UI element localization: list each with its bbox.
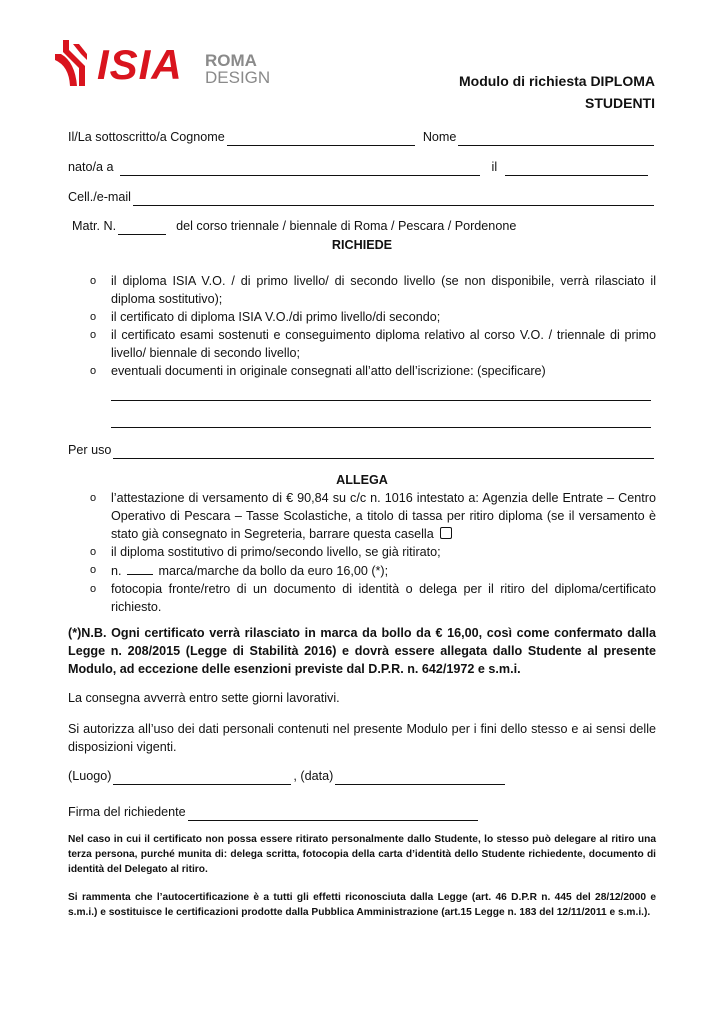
nato-row xyxy=(68,158,656,176)
item-prefix: n. xyxy=(111,564,122,578)
cognome-label: Il/La sottoscritto/a Cognome xyxy=(68,130,225,144)
autocertificazione-note: Si rammenta che l’autocertificazione è a tutti gli effetti riconosciuta dalla Legge (art. 46 D.P.R n. 445 del 28/12/2000 e s.m.i.) e sostituisce le certificazioni prodotte dalla Pubblica Amministrazione (art.15 Legge n. 183 del 12/11/2011 e s.m.i.). xyxy=(68,892,656,918)
corso-text: del corso triennale / biennale di Roma / Pescara / Pordenone xyxy=(176,219,517,233)
list-item[interactable] xyxy=(68,489,656,543)
cognome-field[interactable] xyxy=(227,132,415,146)
nb-paragraph: (*)N.B. Ogni certificato verrà rilasciato in marca da bollo da € 16,00, così come confermato dalla Legge n. 208/2015 (Legge di Stabilità 2016) e dovrà essere allegata dallo Studente al presente Modulo, ad eccezione delle esenzioni previste dal D.P.R. n. 642/1972 e s.m.i. xyxy=(68,626,656,676)
list-item[interactable]: o fotocopia fronte/retro di un documento di identità o delega per il ritiro del diploma/certificato richiesto. xyxy=(68,580,656,616)
matr-field[interactable] xyxy=(118,221,166,235)
cognome-row xyxy=(68,128,656,146)
delega-note: Nel caso in cui il certificato non possa essere ritirato personalmente dallo Studente, lo stesso può delegare al ritiro una terza persona, purché munita di: delega scritta, fotocopia della carta d’identità dello Studente richiedente, documento di identità del Delegato al ritiro. xyxy=(68,834,656,875)
data-field[interactable] xyxy=(335,771,505,785)
specify-line-1[interactable] xyxy=(111,400,651,401)
luogo-nascita-field[interactable] xyxy=(120,162,480,176)
nato-label: nato/a a xyxy=(68,160,114,174)
firma-field[interactable] xyxy=(188,807,478,821)
logo-sub1: ROMA xyxy=(205,51,257,70)
list-item[interactable]: o il diploma sostitutivo di primo/secondo livello, se già ritirato; xyxy=(68,543,656,561)
nome-label: Nome xyxy=(422,130,457,144)
isia-logo-mark-icon xyxy=(55,40,95,86)
cell-field[interactable] xyxy=(133,192,654,206)
richiede-heading: RICHIEDE xyxy=(331,238,393,252)
title-line2: STUDENTI xyxy=(585,95,655,111)
allega-item-text: marca/marche da bollo da euro 16,00 (*); xyxy=(158,564,389,578)
logo-brand: ISIA xyxy=(97,41,183,88)
page-title xyxy=(459,70,655,114)
cell-row xyxy=(68,188,656,206)
allega-list xyxy=(68,489,656,616)
consegna-text: La consegna avverrà entro sette giorni lavorativi. xyxy=(68,691,340,705)
per-uso-row xyxy=(68,441,656,459)
firma-label: Firma del richiedente xyxy=(68,805,186,819)
list-item[interactable] xyxy=(68,561,656,580)
luogo-field[interactable] xyxy=(113,771,291,785)
list-item[interactable]: o il diploma ISIA V.O. / di primo livello/ di secondo livello (se non disponibile, verrà rilasciato il diploma sostitutivo); xyxy=(68,272,656,308)
logo-sub2: DESIGN xyxy=(205,68,271,87)
segreteria-checkbox[interactable] xyxy=(440,527,452,539)
specify-line-2[interactable] xyxy=(111,427,651,428)
list-item[interactable]: o il certificato di diploma ISIA V.O./di primo livello/di secondo; xyxy=(68,308,656,326)
per-uso-field[interactable] xyxy=(113,445,654,459)
allega-heading: ALLEGA xyxy=(336,473,388,487)
list-item[interactable]: o il certificato esami sostenuti e conseguimento diploma relativo al corso V.O. / triennale di primo livello/ biennale di secondo livello; xyxy=(68,326,656,362)
data-label: , (data) xyxy=(293,769,334,783)
luogo-data-row xyxy=(68,767,656,785)
luogo-label: (Luogo) xyxy=(68,769,112,783)
logo xyxy=(55,40,275,88)
list-item[interactable]: o eventuali documenti in originale consegnati all’atto dell’iscrizione: (specificare) xyxy=(68,362,656,380)
firma-row xyxy=(68,803,656,821)
matr-row xyxy=(72,217,660,235)
matr-label: Matr. N. xyxy=(72,219,117,233)
per-uso-label: Per uso xyxy=(68,443,112,457)
allega-item-text: l’attestazione di versamento di € 90,84 su c/c n. 1016 intestato a: Agenzia delle Entrate – Centro Operativo di Pescara – Tasse Scolastiche, a titolo di tassa per ritiro diploma (se il versamento è stato già consegnato in Segreteria, barrare questa casella xyxy=(111,491,656,541)
richiede-list xyxy=(68,272,656,380)
cell-label: Cell./e-mail xyxy=(68,190,131,204)
data-nascita-field[interactable] xyxy=(505,162,648,176)
il-label: il xyxy=(491,160,498,174)
title-line1: Modulo di richiesta DIPLOMA xyxy=(458,73,655,89)
nome-field[interactable] xyxy=(458,132,654,146)
marca-count-field[interactable] xyxy=(127,561,153,575)
privacy-text: Si autorizza all’uso dei dati personali contenuti nel presente Modulo per i fini dello stesso e ai sensi delle disposizioni vigenti. xyxy=(68,722,656,754)
